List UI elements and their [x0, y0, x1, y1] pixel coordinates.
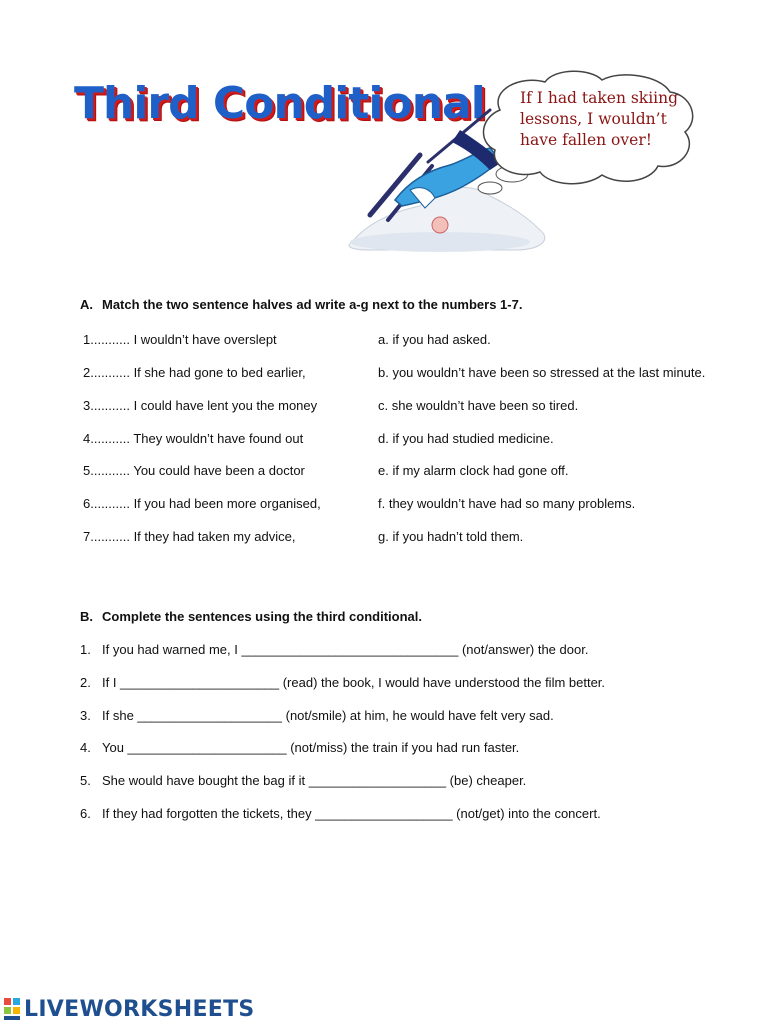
exercise-text: She would have bought the bag if it ___________________ (be) cheaper.	[102, 773, 527, 788]
exercise-number: 4.	[80, 740, 91, 755]
exercise-text: If I ______________________ (read) the book, I would have understood the film better.	[102, 675, 606, 690]
exercise-item-5	[80, 773, 526, 788]
match-left-1: 1........... I wouldn’t have overslept	[83, 332, 277, 347]
speech-bubble-text: If I had taken skiing lessons, I wouldn’t have fallen over!	[520, 89, 679, 149]
match-right-a: a. if you had asked.	[378, 332, 491, 347]
exercise-number: 1.	[80, 642, 91, 657]
section-b-heading	[80, 609, 422, 624]
section-a-heading	[80, 297, 522, 312]
exercise-item-2	[80, 675, 605, 690]
exercise-text: If they had forgotten the tickets, they ___________________ (not/get) into the concert.	[102, 806, 601, 821]
exercise-number: 2.	[80, 675, 91, 690]
match-left-4: 4........... They wouldn’t have found out	[83, 431, 304, 446]
match-left-6: 6........... If you had been more organised,	[83, 496, 321, 511]
liveworksheets-logo-icon	[4, 998, 20, 1020]
section-a-letter: A.	[80, 297, 93, 312]
match-right-f: f. they wouldn’t have had so many problems.	[378, 496, 636, 511]
liveworksheets-wordmark: LIVEWORKSHEETS	[24, 996, 255, 1022]
exercise-item-6	[80, 806, 601, 821]
match-left-7: 7........... If they had taken my advice,	[83, 529, 296, 544]
exercise-item-1	[80, 642, 588, 657]
exercise-text: You ______________________ (not/miss) the train if you had run faster.	[102, 740, 520, 755]
section-b-instruction: Complete the sentences using the third conditional.	[102, 609, 422, 624]
match-left-5: 5........... You could have been a doctor	[83, 463, 305, 478]
section-b-letter: B.	[80, 609, 93, 624]
match-left-2: 2........... If she had gone to bed earlier,	[83, 365, 306, 380]
match-right-g: g. if you hadn’t told them.	[378, 529, 524, 544]
exercise-item-4	[80, 740, 519, 755]
exercise-text: If she ____________________ (not/smile) at him, he would have felt very sad.	[102, 708, 554, 723]
section-a-instruction: Match the two sentence halves ad write a-g next to the numbers 1-7.	[102, 297, 523, 312]
exercise-item-3	[80, 708, 554, 723]
exercise-number: 3.	[80, 708, 91, 723]
exercise-number: 5.	[80, 773, 91, 788]
match-right-d: d. if you had studied medicine.	[378, 431, 554, 446]
match-right-b: b. you wouldn’t have been so stressed at the last minute.	[378, 365, 706, 380]
liveworksheets-brand[interactable]	[4, 996, 255, 1022]
exercise-text: If you had warned me, I ______________________________ (not/answer) the door.	[102, 642, 589, 657]
exercise-number: 6.	[80, 806, 91, 821]
worksheet-title: Third Conditional	[74, 78, 485, 129]
match-left-3: 3........... I could have lent you the money	[83, 398, 318, 413]
match-right-e: e. if my alarm clock had gone off.	[378, 463, 569, 478]
match-right-c: c. she wouldn’t have been so tired.	[378, 398, 579, 413]
